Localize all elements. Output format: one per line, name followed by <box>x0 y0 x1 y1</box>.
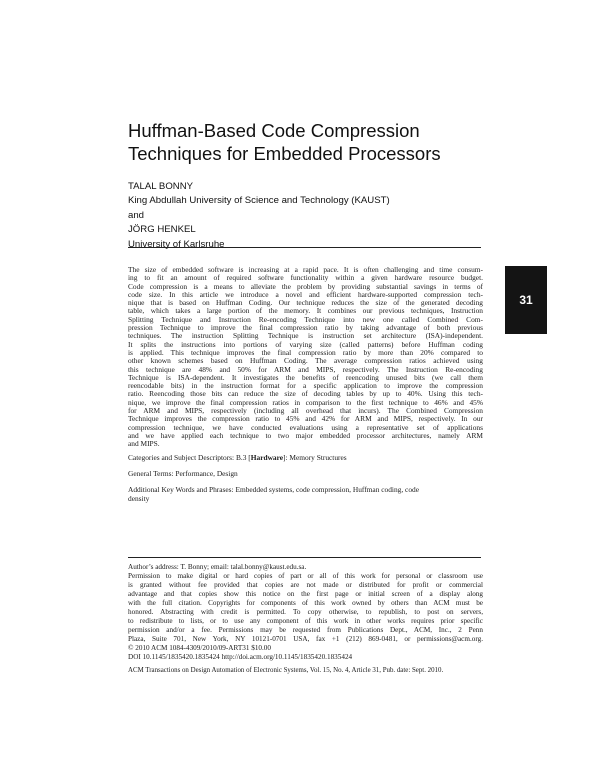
keywords-line: density <box>128 494 150 503</box>
abstract-line: ratio. Reencoding those bits can reduce the size of decoding tables by up to 40%. Using this tech- <box>128 389 483 399</box>
abstract-line: this technique are 48% and 50% for ARM and MIPS, respectively. The Instruction Re-encoding <box>128 364 483 374</box>
abstract-line: and MIPS. <box>128 439 160 449</box>
abstract-line: It splits the instructions into portions of varying size (called patterns) before Huffman coding <box>128 339 483 349</box>
abstract-line: Code compression is a means to alleviate the problem by providing substantial savings in terms of <box>128 281 483 291</box>
abstract-line: and we have applied each technique to two major embedded processor architectures, namely ARM <box>128 430 483 440</box>
author-affiliation: King Abdullah University of Science and Technology (KAUST) <box>128 195 390 207</box>
abstract-line: other known schemes based on Huffman Coding. The average compression ratios achieved using <box>128 356 483 366</box>
abstract-line: nique, we improve the final compression ratios in comparison to the first technique to 46% and 45% <box>128 397 483 407</box>
abstract-line: is applied. This technique improves the final compression ratio by more than 20% compared to <box>128 347 483 357</box>
footnote-line: © 2010 ACM 1084-4309/2010/09-ART31 $10.00 <box>128 644 271 652</box>
categories-prefix: Categories and Subject Descriptors: B.3 [ <box>128 453 251 462</box>
abstract-line: techniques. The instruction Splitting Technique is instruction set architecture (ISA)-independent. <box>128 331 483 341</box>
abstract-line: for ARM and MIPS, respectively (including all overhead that incurs). The Combined Compression <box>128 406 483 416</box>
abstract-line: Technique improves the compression ratio to 45% and 42% for ARM and MIPS, respectively. In our <box>128 414 483 424</box>
article-title <box>128 119 498 165</box>
abstract-line: ing to fit an amount of required software functionality within a given hardware resource budget. <box>128 273 483 283</box>
general-terms <box>128 469 483 478</box>
footnote-line: Author’s address: T. Bonny; email: talal.bonny@kaust.edu.sa. <box>128 563 307 571</box>
footnote-line: with the full citation. Copyrights for components of this work owned by others than ACM must be <box>128 599 483 607</box>
footnote <box>128 563 483 662</box>
author-affiliation: University of Karlsruhe <box>128 238 225 250</box>
abstract <box>128 266 483 449</box>
abstract-line: The size of embedded software is increasing at a rapid pace. It is often challenging and time consum- <box>128 265 483 274</box>
footnote-line: advantage and that copies show this notice on the first page or initial screen of a display along <box>128 590 483 598</box>
abstract-line: nique that is based on Huffman Coding. Our technique reduces the size of the generated decoding <box>128 298 483 308</box>
abstract-line: Splitting Technique and Instruction Re-encoding Technique into new one called Combined Com- <box>128 314 483 324</box>
footnote-rule <box>128 557 481 558</box>
keywords-line: Additional Key Words and Phrases: Embedded systems, code compression, Huffman coding, code <box>128 485 420 494</box>
title-line: Huffman-Based Code Compression <box>128 120 420 141</box>
running-footer: ACM Transactions on Design Automation of Electronic Systems, Vol. 15, No. 4, Article 31, Pub. date: Sept. 2010. <box>128 667 444 674</box>
author-block <box>128 180 498 252</box>
header-rule <box>128 247 481 248</box>
author-name: TALAL BONNY <box>128 181 194 192</box>
keywords <box>128 485 483 503</box>
article-number-tab <box>505 266 547 334</box>
title-line: Techniques for Embedded Processors <box>128 143 441 164</box>
author-conjunction: and <box>128 209 145 221</box>
footnote-line: DOI 10.1145/1835420.1835424 http://doi.acm.org/10.1145/1835420.1835424 <box>128 653 353 661</box>
footnote-line: Plaza, Suite 701, New York, NY 10121-0701 USA, fax +1 (212) 869-0481, or permissions@acm.org. <box>128 635 483 643</box>
abstract-line: code size. In this article we introduce a novel and efficient hardware-supported compression tech- <box>128 289 483 299</box>
general-terms-text: General Terms: Performance, Design <box>128 469 238 478</box>
abstract-line: reencodable bits) in the instruction format for a specific application to improve the compression <box>128 381 483 391</box>
footnote-line: permission and/or a fee. Permissions may be requested from Publications Dept., ACM, Inc., 2 Penn <box>128 626 483 634</box>
categories-suffix: ]: Memory Structures <box>283 453 347 462</box>
abstract-line: pression Technique to improve the final compression ratio by taking advantage of both previous <box>128 323 483 333</box>
article-number: 31 <box>519 293 533 307</box>
abstract-line: compression technique, we have conducted evaluations using a representative set of applications <box>128 422 483 432</box>
footnote-line: to redistribute to lists, or to use any component of this work in other works requires prior specific <box>128 617 483 625</box>
categories-bold: Hardware <box>250 453 284 462</box>
abstract-line: Technique is ISA-dependent. It investigates the benefits of reencoding unused bits (we call them <box>128 372 483 382</box>
categories <box>128 453 483 462</box>
author-name: JÖRG HENKEL <box>128 224 196 236</box>
footnote-line: honored. Abstracting with credit is permitted. To copy otherwise, to republish, to post on servers, <box>128 608 483 616</box>
abstract-line: table, which takes a large portion of the memory. It combines our previous techniques, Instruction <box>128 306 483 316</box>
footnote-line: is granted without fee provided that copies are not made or distributed for profit or commercial <box>128 581 483 589</box>
footnote-line: Permission to make digital or hard copies of part or all of this work for personal or classroom use <box>128 572 483 580</box>
